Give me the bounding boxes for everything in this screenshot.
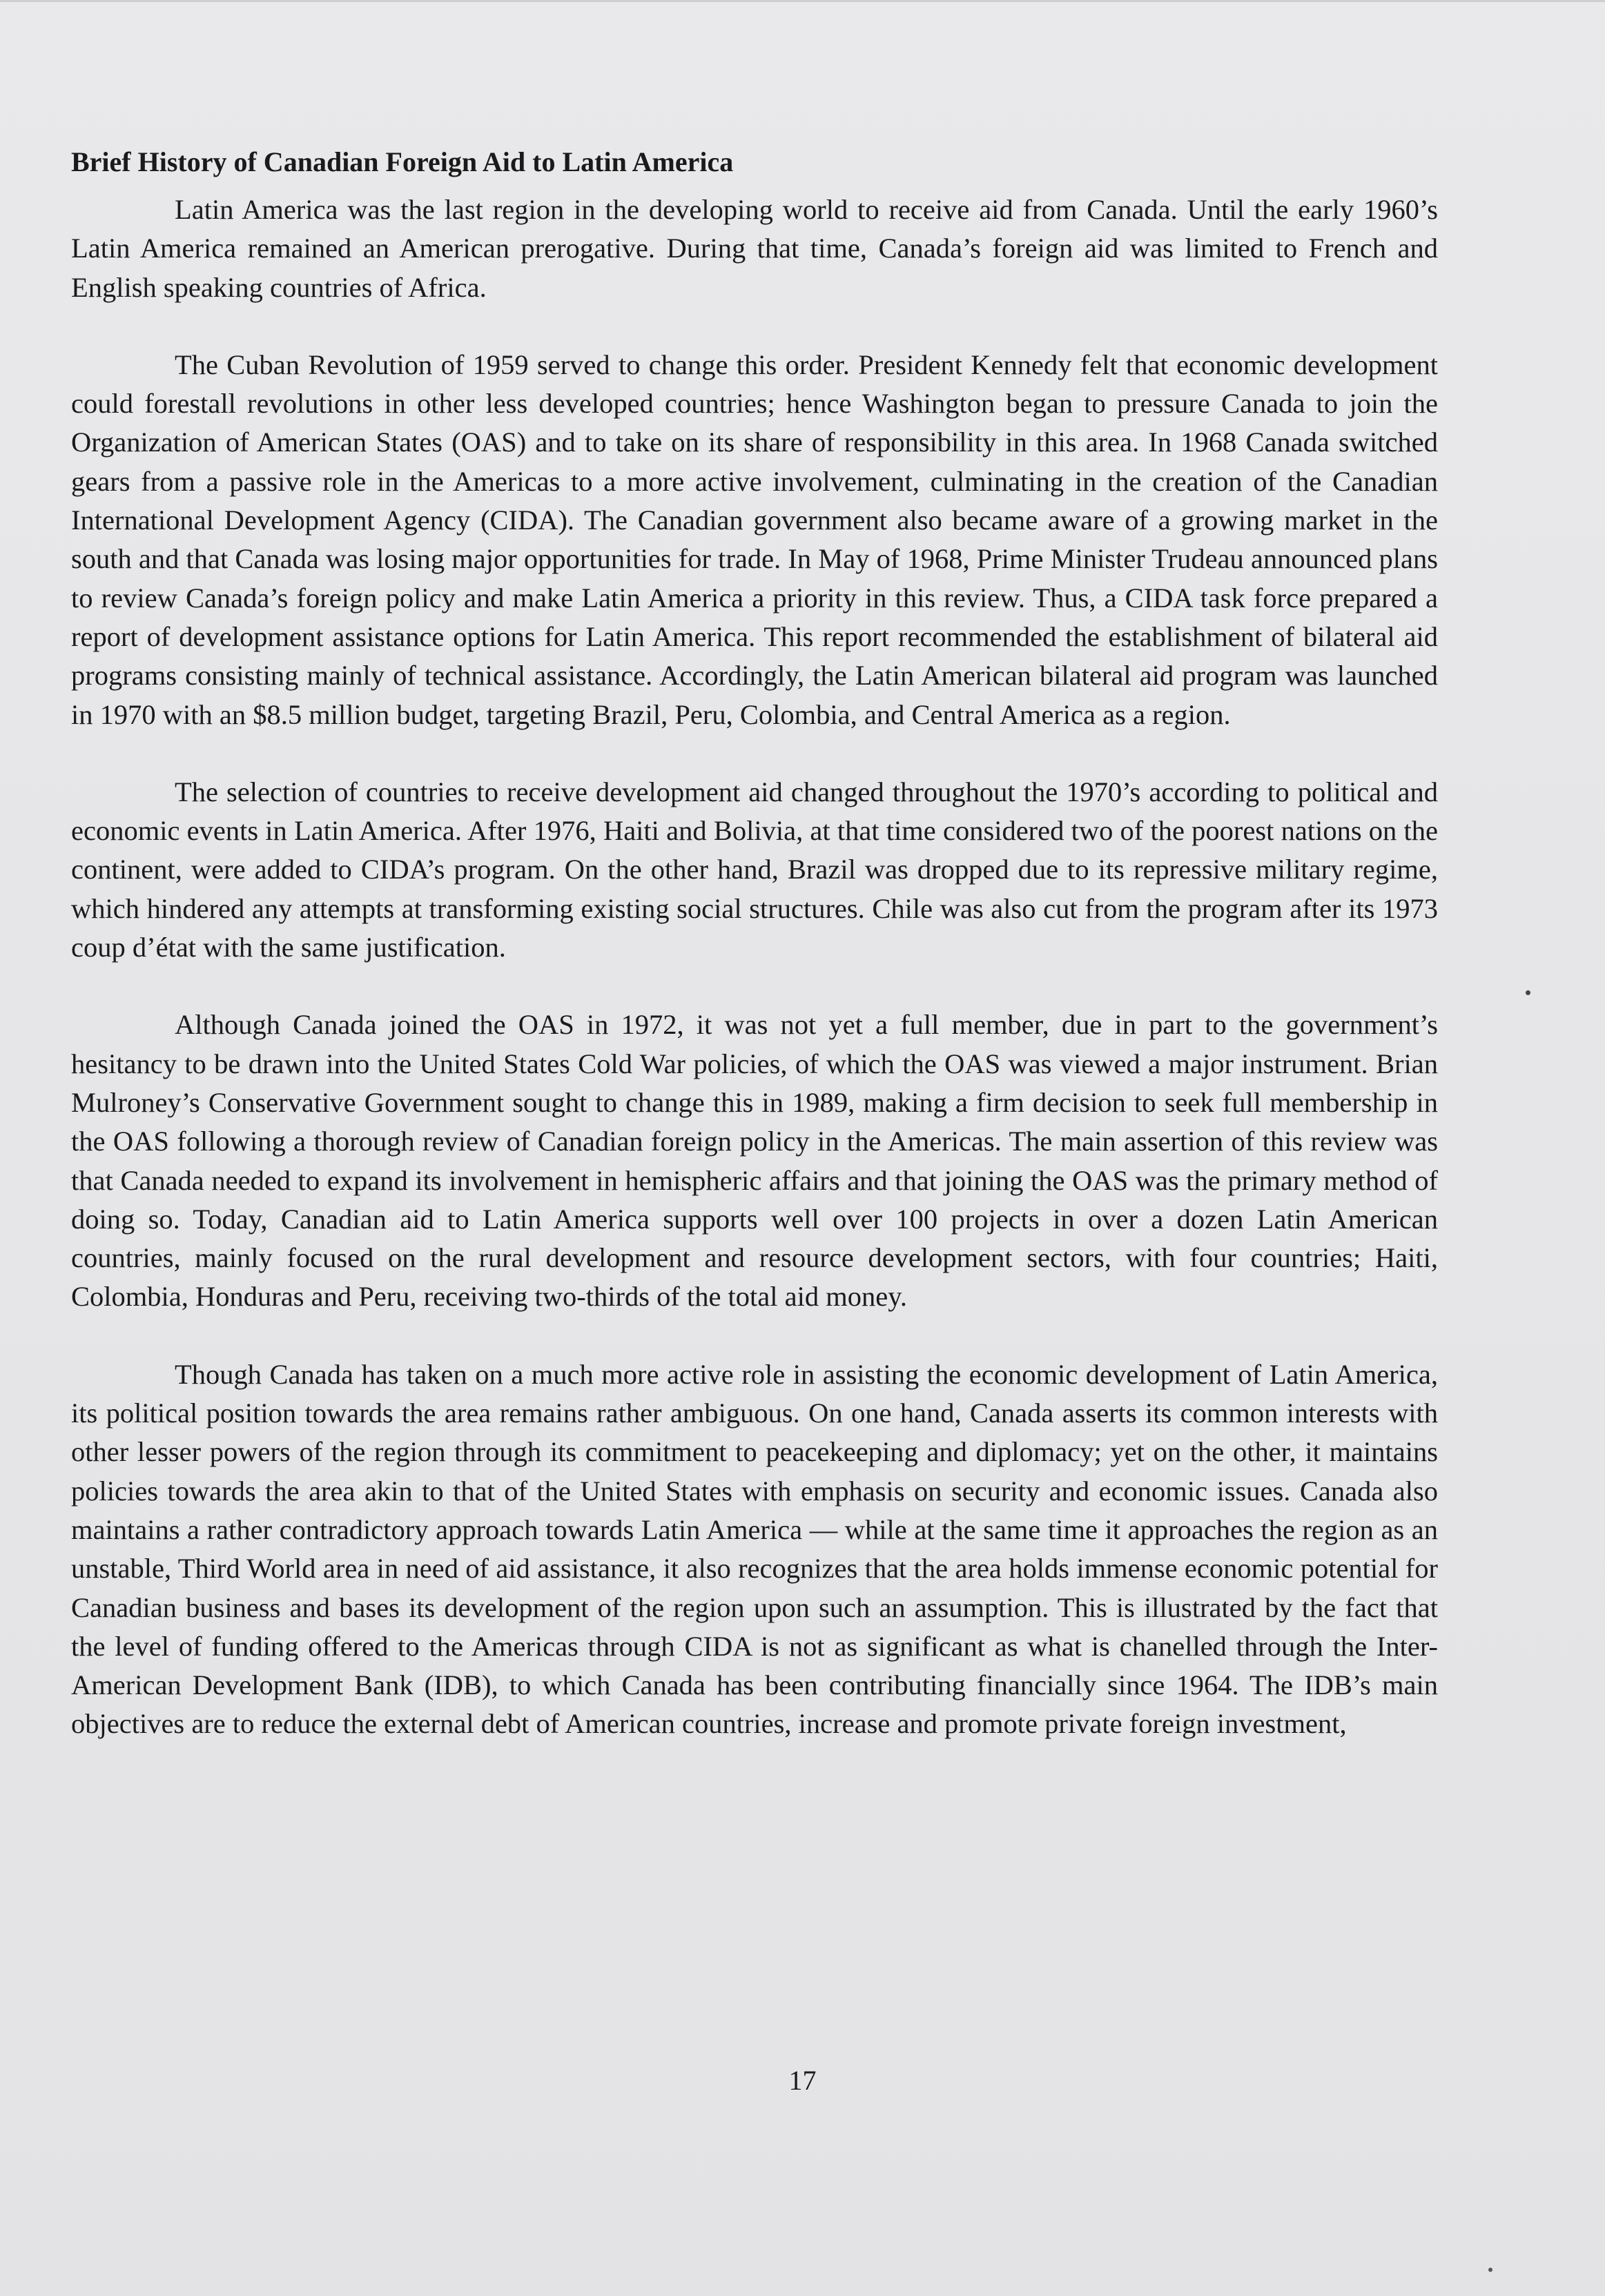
- paragraph-1: Latin America was the last region in the developing world to receive aid from Canada. Until the early 1960’s Latin America remained an American prerogative. During that time, Canada’s foreign aid was limited to French and English speaking countries of Africa.: [71, 194, 1438, 303]
- paragraph-5: Though Canada has taken on a much more active role in assisting the economic development of Latin America, its political position towards the area remains rather ambiguous. On one hand, Canada asserts its common interests with other lesser powers of the region through its commitment to peacekeeping and diplomacy; yet on the other, it maintains policies towards the area akin to that of the United States with emphasis on security and economic issues. Canada also maintains a rather contradictory approach towards Latin America — while at the same time it approaches the region as an unstable, Third World area in need of aid assistance, it also recognizes that the area holds immense economic potential for Canadian business and bases its development of the region upon such an assumption. This is illustrated by the fact that the level of funding offered to the Americas through CIDA is not as significant as what is chanelled through the Inter-American Development Bank (IDB), to which Canada has been contributing financially since 1964. The IDB’s main objectives are to reduce the external debt of American countries, increase and promote private foreign investment,: [71, 1358, 1438, 1740]
- margin-dot-mark: [1488, 2268, 1492, 2272]
- section-heading: Brief History of Canadian Foreign Aid to Latin America: [71, 146, 734, 177]
- paragraph-2: The Cuban Revolution of 1959 served to change this order. President Kennedy felt that economic development could forestall revolutions in other less developed countries; hence Washington began to pressure Canada to join the Organization of American States (OAS) and to take on its share of responsibility in this area. In 1968 Canada switched gears from a passive role in the Americas to a more active involvement, culminating in the creation of the Canadian International Development Agency (CIDA). The Canadian government also became aware of a growing market in the south and that Canada was losing major opportunities for trade. In May of 1968, Prime Minister Trudeau announced plans to review Canada’s foreign policy and make Latin America a priority in this review. Thus, a CIDA task force prepared a report of development assistance options for Latin America. This report recommended the establishment of bilateral aid programs consisting mainly of technical assistance. Accordingly, the Latin American bilateral aid program was launched in 1970 with an $8.5 million budget, targeting Brazil, Peru, Colombia, and Central America as a region.: [71, 349, 1438, 730]
- page-body: [71, 144, 1438, 1783]
- margin-dot-mark: [1526, 990, 1530, 995]
- paragraph-3: The selection of countries to receive development aid changed throughout the 1970’s according to political and economic events in Latin America. After 1976, Haiti and Bolivia, at that time considered two of the poorest nations on the continent, were added to CIDA’s program. On the other hand, Brazil was dropped due to its repressive military regime, which hindered any attempts at transforming existing social structures. Chile was also cut from the program after its 1973 coup d’état with the same justification.: [71, 776, 1438, 963]
- page-top-edge: [0, 0, 1605, 2]
- page-number: 17: [788, 2065, 817, 2096]
- paragraph-4: Although Canada joined the OAS in 1972, it was not yet a full member, due in part to the government’s hesitancy to be drawn into the United States Cold War policies, of which the OAS was viewed a major instrument. Brian Mulroney’s Conservative Government sought to change this in 1989, making a firm decision to seek full membership in the OAS following a thorough review of Canadian foreign policy in the Americas. The main assertion of this review was that Canada needed to expand its involvement in hemispheric affairs and that joining the OAS was the primary method of doing so. Today, Canadian aid to Latin America supports well over 100 projects in over a dozen Latin American countries, mainly focused on the rural development and resource development sectors, with four countries; Haiti, Colombia, Honduras and Peru, receiving two-thirds of the total aid money.: [71, 1009, 1438, 1313]
